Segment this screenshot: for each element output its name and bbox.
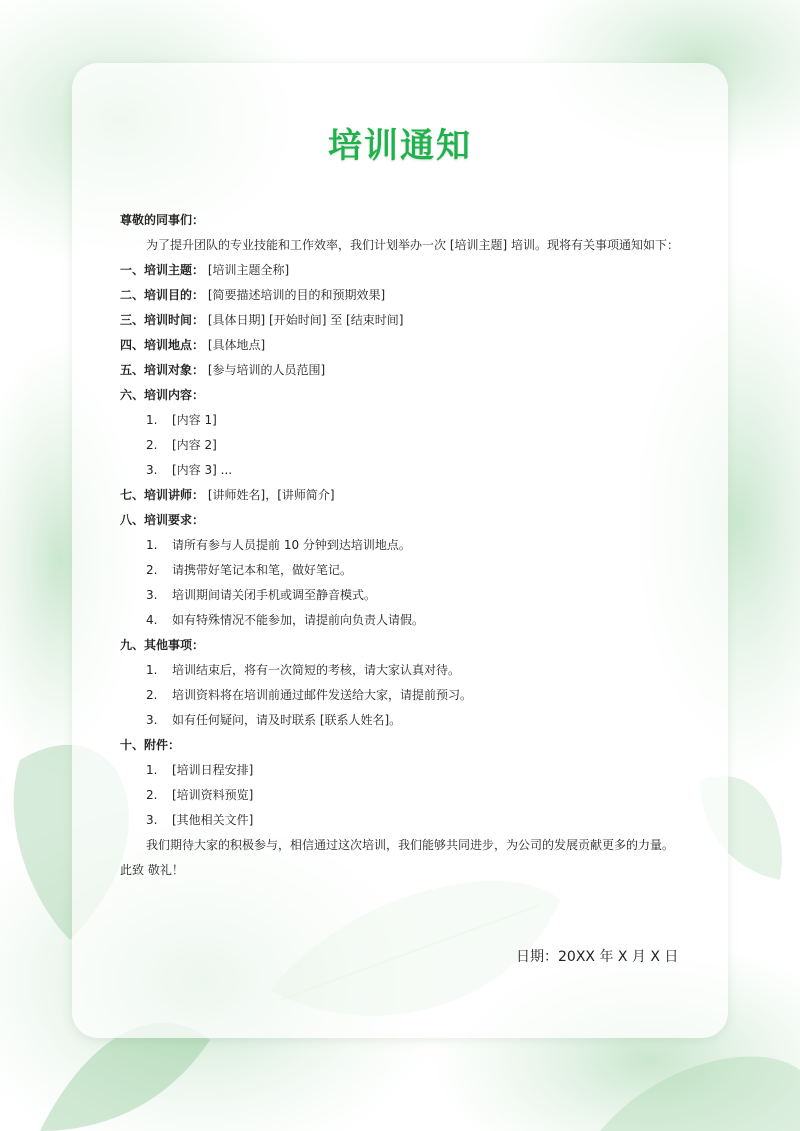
list-item	[120, 583, 680, 608]
section-value: [具体日期] [开始时间] 至 [结束时间]	[207, 313, 404, 327]
list-text: [内容 2]	[172, 438, 217, 452]
list-number: 4.	[146, 613, 158, 627]
list-item	[120, 558, 680, 583]
section-lecturer	[120, 483, 680, 508]
list-item	[120, 458, 680, 483]
section-label: 七、培训讲师：	[120, 488, 205, 502]
list-item	[120, 408, 680, 433]
list-item	[120, 658, 680, 683]
list-text: [内容 1]	[172, 413, 217, 427]
section-value: [参与培训的人员范围]	[207, 363, 326, 377]
section-label: 一、培训主题：	[120, 263, 205, 277]
list-number: 3.	[146, 713, 158, 727]
salutation: 此致 敬礼！	[120, 863, 184, 877]
page-title: 培训通知	[328, 126, 472, 166]
section-requirements-label: 八、培训要求：	[120, 513, 205, 527]
section-place	[120, 333, 680, 358]
greeting: 尊敬的同事们：	[120, 213, 205, 227]
list-text: [内容 3] ...	[172, 463, 233, 477]
list-number: 1.	[146, 763, 158, 777]
list-text: 请所有参与人员提前 10 分钟到达培训地点。	[172, 538, 411, 552]
list-number: 3.	[146, 463, 158, 477]
list-text: 请携带好笔记本和笔，做好笔记。	[172, 563, 353, 577]
list-number: 2.	[146, 563, 158, 577]
list-text: 培训结束后，将有一次简短的考核，请大家认真对待。	[172, 663, 461, 677]
closing-paragraph: 我们期待大家的积极参与，相信通过这次培训，我们能够共同进步，为公司的发展贡献更多的力量。	[146, 838, 675, 852]
list-text: 如有特殊情况不能参加，请提前向负责人请假。	[172, 613, 425, 627]
list-item	[120, 433, 680, 458]
section-label: 三、培训时间：	[120, 313, 205, 327]
list-number: 3.	[146, 588, 158, 602]
list-number: 2.	[146, 438, 158, 452]
list-number: 2.	[146, 688, 158, 702]
list-item	[120, 608, 680, 633]
section-value: [简要描述培训的目的和预期效果]	[207, 288, 386, 302]
list-number: 2.	[146, 788, 158, 802]
section-time	[120, 308, 680, 333]
section-label: 二、培训目的：	[120, 288, 205, 302]
section-label: 五、培训对象：	[120, 363, 205, 377]
list-item	[120, 808, 680, 833]
notice-date: 日期：20XX 年 X 月 X 日	[516, 949, 679, 965]
section-value: [培训主题全称]	[207, 263, 290, 277]
list-text: 培训期间请关闭手机或调至静音模式。	[172, 588, 377, 602]
section-purpose	[120, 283, 680, 308]
section-other-label: 九、其他事项：	[120, 638, 205, 652]
list-text: [其他相关文件]	[172, 813, 254, 827]
section-topic	[120, 258, 680, 283]
list-number: 3.	[146, 813, 158, 827]
list-text: 培训资料将在培训前通过邮件发送给大家，请提前预习。	[172, 688, 473, 702]
list-number: 1.	[146, 663, 158, 677]
section-value: [讲师姓名]，[讲师简介]	[207, 488, 335, 502]
list-item	[120, 758, 680, 783]
list-number: 1.	[146, 413, 158, 427]
list-item	[120, 683, 680, 708]
list-text: [培训资料预览]	[172, 788, 254, 802]
notice-body	[120, 208, 680, 883]
list-number: 1.	[146, 538, 158, 552]
list-text: 如有任何疑问，请及时联系 [联系人姓名]。	[172, 713, 402, 727]
section-value: [具体地点]	[207, 338, 266, 352]
intro-paragraph: 为了提升团队的专业技能和工作效率，我们计划举办一次 [培训主题] 培训。现将有关事项通知如下：	[146, 238, 679, 252]
list-item	[120, 708, 680, 733]
section-attachments-label: 十、附件：	[120, 738, 181, 752]
list-text: [培训日程安排]	[172, 763, 254, 777]
list-item	[120, 783, 680, 808]
list-item	[120, 533, 680, 558]
section-content-label: 六、培训内容：	[120, 388, 205, 402]
section-audience	[120, 358, 680, 383]
section-label: 四、培训地点：	[120, 338, 205, 352]
